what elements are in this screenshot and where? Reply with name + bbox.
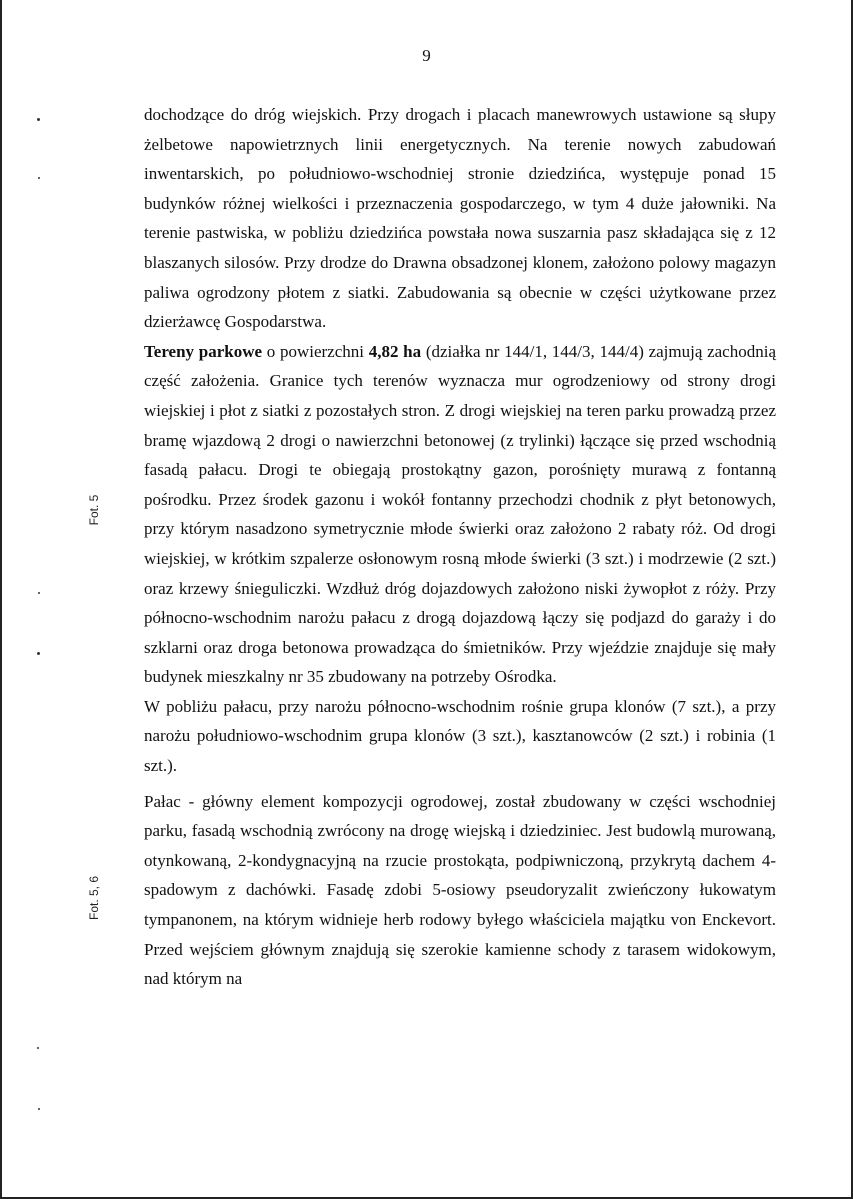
paragraph-farm-buildings: dochodzące do dróg wiejskich. Przy drogach i placach manewrowych ustawione są słupy żelbetowe napowietrznych linii energetycznych. Na terenie nowych zabudowań inwentarskich, po południowo-wschodniej stronie dziedzińca, występuje ponad 15 budynków różnej wielkości i przeznaczenia gospodarczego, w tym 4 duże jałowniki. Na terenie pastwiska, w pobliżu dziedzińca powstała nowa suszarnia pasz składająca się z 12 blaszanych silosów. Przy drodze do Drawna obsadzonej klonem, założono polowy magazyn paliwa ogrodzony płotem z siatki. Zabudowania są obecnie w części użytkowane przez dzierżawcę Gospodarstwa. [144, 105, 776, 332]
paragraph-palace: Pałac - główny element kompozycji ogrodowej, został zbudowany w części wschodniej parku, fasadą wschodnią zwrócony na drogę wiejską i dziedziniec. Jest budowlą murowaną, otynkowaną, 2-kondygnacyjną na rzucie prostokąta, podpiwniczoną, przykrytą dachem 4-spadowym z dachówki. Fasadę zdobi 5-osiowy pseudoryzalit zwieńczony łukowatym tympanonem, na którym widnieje herb rodowy byłego właściciela majątku von Enckevort. Przed wejściem głównym znajdują się szerokie kamienne schody z tarasem widokowym, nad którym na [144, 791, 776, 989]
page-number: 9 [422, 46, 431, 65]
paragraph-park-areas [144, 337, 776, 692]
park-areas-heading: Tereny parkowe [144, 341, 263, 361]
paragraph-trees: W pobliżu pałacu, przy narożu północno-wschodnim rośnie grupa klonów (7 szt.), a przy narożu południowo-wschodnim grupa klonów (3 szt.), kasztanowców (2 szt.) i robinia (1 szt.). [144, 696, 776, 776]
margin-label-fot56: Fot. 5, 6 [87, 875, 101, 921]
park-areas-text-mid: o powierzchni [262, 341, 369, 361]
park-area-value: 4,82 ha [368, 341, 422, 361]
scan-speck [38, 177, 40, 179]
park-areas-text: (działka nr 144/1, 144/3, 144/4) zajmują zachodnią część założenia. Granice tych terenów wyznacza mur ogrodzeniowy od strony drogi wiejskiej i płot z siatki z pozostałych stron. Z drogi wiejskiej na teren parku prowadzą przez bramę wjazdową 2 drogi o nawierzchni betonowej (z trylinki) łączące się przed wschodnią fasadą pałacu. Drogi te obiegają prostokątny gazon, porośnięty murawą z fontanną pośrodku. Przez środek gazonu i wokół fontanny przechodzi chodnik z płyt betonowych, przy którym nasadzono symetrycznie młode świerki oraz założono 2 rabaty róż. Od drogi wiejskiej, w krótkim szpalerze osłonowym rosną młode świerki (3 szt.) i modrzewie (2 szt.) oraz krzewy śnieguliczki. Wzdłuż dróg dojazdowych założono niski żywopłot z róży. Przy północno-wschodnim narożu pałacu z drogą dojazdową łączy się podjazd do garaży i do szklarni oraz droga betonowa prowadząca do śmietników. Przy wjeździe znajduje się mały budynek mieszkalny nr 35 zbudowany na potrzeby Ośrodka. [144, 341, 776, 687]
margin-label-fot5: Fot. 5 [87, 494, 101, 526]
body-text [144, 100, 776, 994]
scan-speck [38, 592, 40, 594]
scan-speck [38, 1108, 40, 1110]
scan-speck [37, 118, 40, 121]
scan-speck [37, 652, 40, 655]
scan-speck [37, 1047, 39, 1049]
